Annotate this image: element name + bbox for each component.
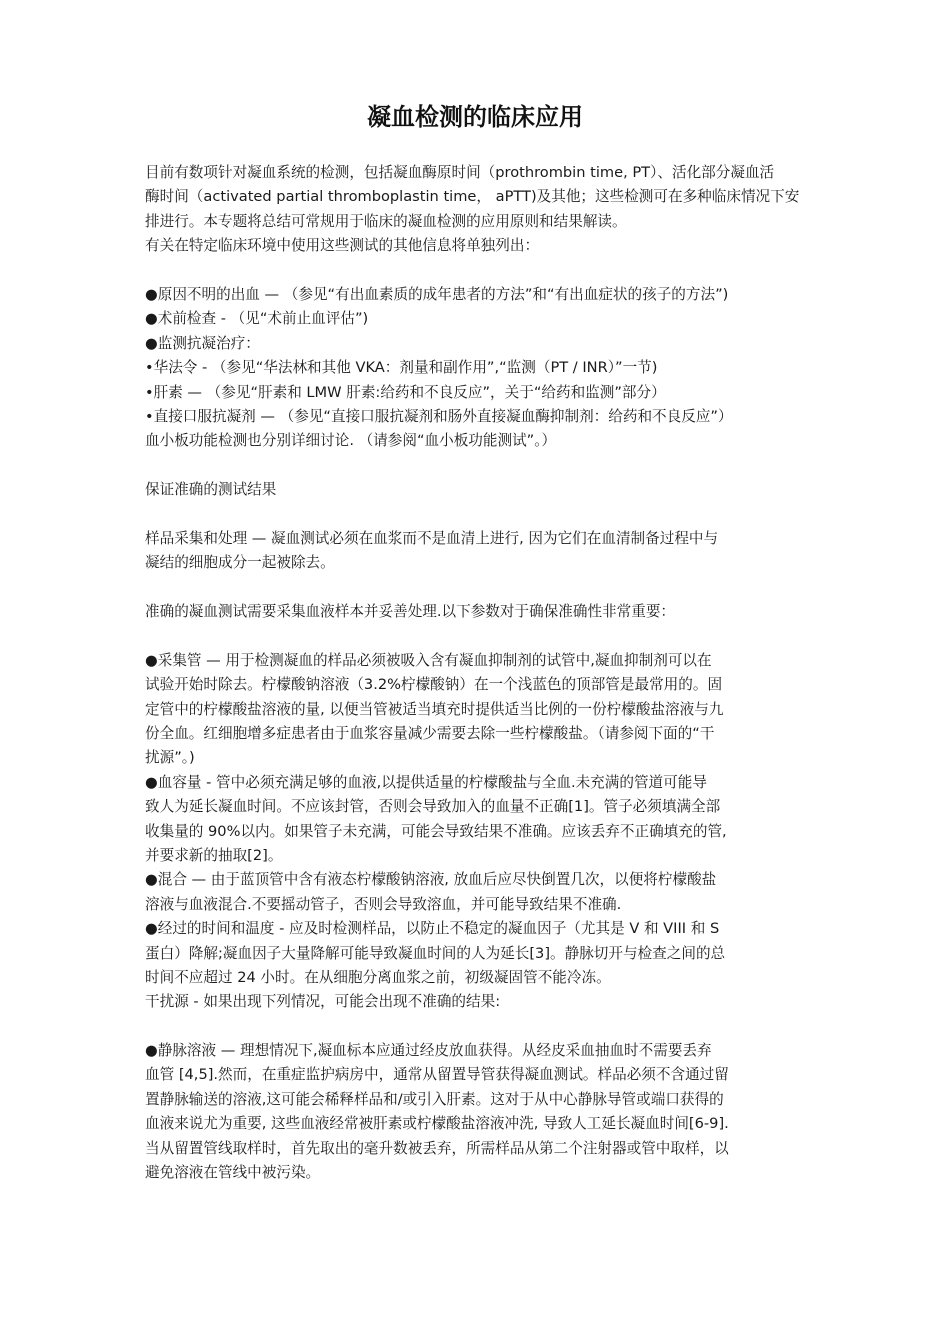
text-line: ●监测抗凝治疗：	[145, 334, 260, 352]
text-line: 避免溶液在管线中被污染。	[145, 1164, 321, 1182]
text-line: ●静脉溶液 — 理想情况下,凝血标本应通过经皮放血获得。从经皮采血抽血时不需要丢弃	[145, 1042, 712, 1060]
text-line: 准确的凝血测试需要采集血液样本并妥善处理.以下参数对于确保准确性非常重要：	[145, 603, 676, 621]
text-line: 扰源”。)	[145, 749, 195, 767]
blank-line	[145, 624, 813, 648]
text-line: 血液来说尤为重要, 这些血液经常被肝素或柠檬酸盐溶液冲洗, 导致人工延长凝血时间[6-9].	[145, 1115, 729, 1133]
text-line: 溶液与血液混合.不要摇动管子，否则会导致溶血，并可能导致结果不准确.	[145, 895, 622, 913]
text-line: 当从留置管线取样时，首先取出的毫升数被丢弃，所需样品从第二个注射器或管中取样，以	[145, 1139, 729, 1157]
blank-line	[145, 454, 813, 478]
text-line: 致人为延长凝血时间。不应该封管，否则会导致加入的血量不正确[1]。管子必须填满全部	[145, 798, 721, 816]
text-line: ●术前检查 - （见“术前止血评估”)	[145, 310, 369, 328]
text-line: 置静脉输送的溶液,这可能会稀释样品和/或引入肝素。这对于从中心静脉导管或端口获得的	[145, 1090, 724, 1108]
text-line: 试验开始时除去。柠檬酸钠溶液（3.2%柠檬酸钠）在一个浅蓝色的顶部管是最常用的。固	[145, 676, 723, 694]
text-line: ●采集管 — 用于检测凝血的样品必须被吸入含有凝血抑制剂的试管中,凝血抑制剂可以在	[145, 651, 712, 669]
text-line: •肝素 — （参见“肝素和 LMW 肝素:给药和不良反应”，关于“给药和监测”部分）	[145, 383, 666, 401]
text-line: 保证准确的测试结果	[145, 481, 277, 499]
blank-line	[145, 1015, 813, 1039]
text-line: 收集量的 90%以内。如果管子未充满，可能会导致结果不准确。应该丢弃不正确填充的管,	[145, 822, 727, 840]
text-line: 有关在特定临床环境中使用这些测试的其他信息将单独列出：	[145, 237, 540, 255]
text-line: 样品采集和处理 — 凝血测试必须在血浆而不是血清上进行, 因为它们在血清制备过程中与	[145, 529, 719, 547]
text-line: 份全血。红细胞增多症患者由于血浆容量减少需要去除一些柠檬酸盐。（请参阅下面的“干	[145, 724, 715, 742]
text-line: 并要求新的抽取[2]。	[145, 846, 283, 864]
text-line: ●原因不明的出血 — （参见“有出血素质的成年患者的方法”和“有出血症状的孩子的方法”)	[145, 285, 729, 303]
text-line: 目前有数项针对凝血系统的检测，包括凝血酶原时间（prothrombin time, PT）、活化部分凝血活	[145, 164, 775, 181]
text-line: 凝结的细胞成分一起被除去。	[145, 554, 335, 572]
text-line: 蛋白）降解;凝血因子大量降解可能导致凝血时间的人为延长[3]。静脉切开与检查之间的总	[145, 944, 726, 962]
blank-line	[145, 502, 813, 526]
text-line: ●经过的时间和温度 - 应及时检测样品，以防止不稳定的凝血因子（尤其是 V 和 VIII 和 S	[145, 920, 720, 938]
text-line: ●混合 — 由于蓝顶管中含有液态柠檬酸钠溶液, 放血后应尽快倒置几次，以便将柠檬酸盐	[145, 871, 717, 889]
text-line: 时间不应超过 24 小时。在从细胞分离血浆之前，初级凝固管不能冷冻。	[145, 968, 611, 986]
document-body	[145, 161, 813, 1185]
text-line: 酶时间（activated partial thromboplastin time， aPTT)及其他；这些检测可在多种临床情况下安	[145, 188, 800, 206]
blank-line	[145, 259, 813, 283]
text-line: 血管 [4,5].然而，在重症监护病房中，通常从留置导管获得凝血测试。样品必须不含通过留	[145, 1066, 729, 1084]
document-title: 凝血检测的临床应用	[367, 103, 583, 131]
text-line: 定管中的柠檬酸盐溶液的量, 以便当管被适当填充时提供适当比例的一份柠檬酸盐溶液与九	[145, 700, 724, 718]
text-line: 排进行。本专题将总结可常规用于临床的凝血检测的应用原则和结果解读。	[145, 212, 627, 230]
text-line: •华法令 - （参见“华法林和其他 VKA：剂量和副作用”,“监测（PT / INR）”一节)	[145, 359, 658, 377]
text-line: 血小板功能检测也分别详细讨论. （请参阅“血小板功能测试”。）	[145, 432, 557, 450]
text-line: 干扰源 - 如果出现下列情况，可能会出现不准确的结果:	[145, 993, 501, 1011]
text-line: •直接口服抗凝剂 — （参见“直接口服抗凝剂和肠外直接凝血酶抑制剂：给药和不良反应”）	[145, 407, 733, 425]
blank-line	[145, 576, 813, 600]
text-line: ●血容量 - 管中必须充满足够的血液,以提供适量的柠檬酸盐与全血.未充满的管道可能导	[145, 773, 707, 791]
